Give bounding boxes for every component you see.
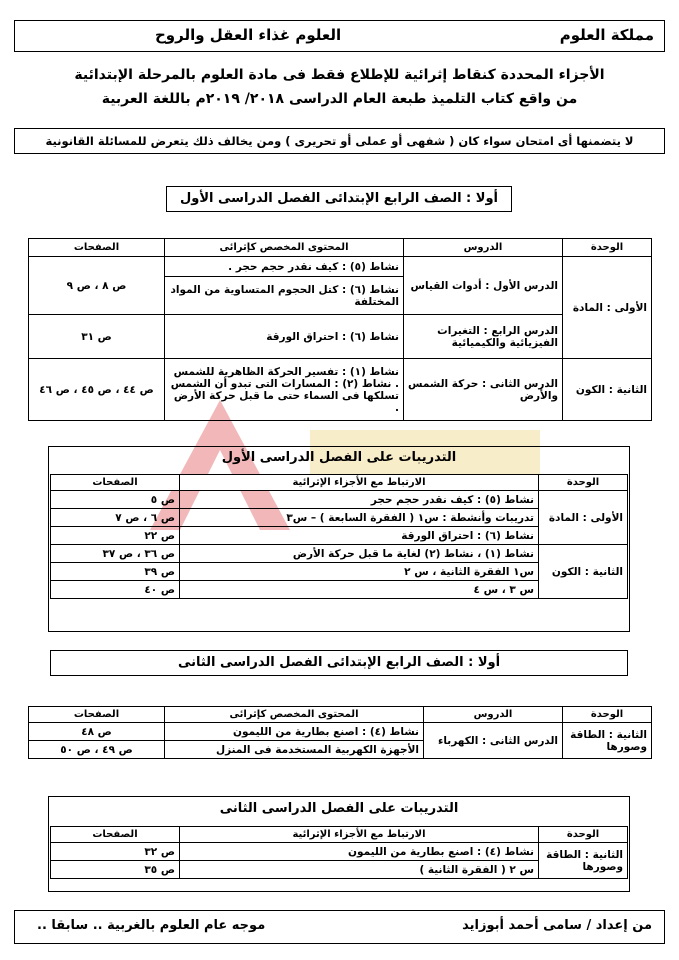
content-cell: نشاط (٦) : كتل الحجوم المتساوية من المواد المختلفة: [165, 277, 404, 315]
content-cell: نشاط (١) : تفسير الحركة الظاهرية للشمس . نشاط (٢) : المسارات التى تبدو أن الشمس تسلكها فى السماء حتى ما قبل حركة الأرض .: [165, 359, 404, 421]
content-cell: نشاط (٦) : احتراق الورقة: [165, 315, 404, 359]
unit-cell: الثانية : الكون: [563, 359, 652, 421]
lesson-cell: الدرس الثانى : الكهرباء: [424, 723, 563, 759]
link-cell: س١ الفقرة الثانية ، س ٢: [180, 563, 539, 581]
author-role: موجه عام العلوم بالغربية .. سابقا ..: [37, 918, 266, 933]
th-content: المحتوى المخصص كإثرائى: [165, 239, 404, 257]
exercises1-table: [50, 474, 628, 599]
unit-cell: الثانية : الكون: [539, 545, 628, 599]
link-cell: نشاط (٥) : كيف نقدر حجم حجر: [180, 491, 539, 509]
exercises2-title: التدريبات على الفصل الدراسى الثانى: [219, 801, 459, 816]
content-cell: الأجهزة الكهربية المستخدمة فى المنزل: [165, 741, 424, 759]
lesson-cell: الدرس الأول : أدوات القياس: [404, 257, 563, 315]
link-cell: نشاط (٦) : احتراق الورقة: [180, 527, 539, 545]
term2-title: أولا : الصف الرابع الإبتدائى الفصل الدراسى الثانى: [50, 650, 628, 676]
link-cell: تدريبات وأنشطة : س١ ( الفقرة السابعة ) – س٣: [180, 509, 539, 527]
pages-cell: ص ٣٢: [51, 843, 180, 861]
link-cell: نشاط (١) ، نشاط (٢) لغاية ما قبل حركة الأرض: [180, 545, 539, 563]
th-pages: الصفحات: [51, 475, 180, 491]
link-cell: س ٢ ( الفقرة الثانية ): [180, 861, 539, 879]
content-cell: نشاط (٥) : كيف نقدر حجم حجر .: [165, 257, 404, 277]
unit-cell: الأولى : المادة: [539, 491, 628, 545]
th-lessons: الدروس: [424, 707, 563, 723]
pages-cell: ص ٣٥: [51, 861, 180, 879]
th-pages: الصفحات: [29, 239, 165, 257]
pages-cell: ص ٣٩: [51, 563, 180, 581]
pages-cell: ص ٤٩ ، ص ٥٠: [29, 741, 165, 759]
th-link: الارتباط مع الأجزاء الإثرائية: [180, 827, 539, 843]
intro-line-2: من واقع كتاب التلميذ طبعة العام الدراسى ٢٠١٨/ ٢٠١٩م باللغة العربية: [101, 91, 578, 107]
pages-cell: ص ٣١: [29, 315, 165, 359]
th-lessons: الدروس: [404, 239, 563, 257]
link-cell: س ٣ ، س ٤: [180, 581, 539, 599]
th-unit: الوحدة: [563, 707, 652, 723]
pages-cell: ص ٤٤ ، ص ٤٥ ، ص ٤٦: [29, 359, 165, 421]
kingdom-title: مملكة العلوم: [559, 26, 654, 44]
pages-cell: ص ٥: [51, 491, 180, 509]
pages-cell: ص ٢٢: [51, 527, 180, 545]
unit-cell: الثانية : الطاقة وصورها: [563, 723, 652, 759]
th-unit: الوحدة: [539, 475, 628, 491]
pages-cell: ص ٦ ، ص ٧: [51, 509, 180, 527]
th-link: الارتباط مع الأجزاء الإثرائية: [180, 475, 539, 491]
legal-notice: لا يتضمنها أى امتحان سواء كان ( شفهى أو عملى أو تحريرى ) ومن يخالف ذلك يتعرض للمسائلة القانونية: [14, 128, 665, 154]
pages-cell: ص ٤٠: [51, 581, 180, 599]
intro-line-1: الأجزاء المحددة كنقاط إثرائية للإطلاع فقط فى مادة العلوم بالمرحلة الإبتدائية: [74, 67, 605, 83]
content-cell: نشاط (٤) : اصنع بطارية من الليمون: [165, 723, 424, 741]
footer-bar: [14, 910, 665, 944]
unit-cell: الأولى : المادة: [563, 257, 652, 359]
th-unit: الوحدة: [563, 239, 652, 257]
lesson-cell: الدرس الثانى : حركة الشمس والأرض: [404, 359, 563, 421]
th-unit: الوحدة: [539, 827, 628, 843]
pages-cell: ص ٨ ، ص ٩: [29, 257, 165, 315]
slogan: العلوم غذاء العقل والروح: [155, 26, 342, 44]
header-bar: [14, 20, 665, 52]
exercises2-table: [50, 826, 628, 879]
term1-title: أولا : الصف الرابع الإبتدائى الفصل الدراسى الأول: [166, 186, 512, 212]
author: من إعداد / سامى أحمد أبوزايد: [462, 918, 652, 933]
link-cell: نشاط (٤) : اصنع بطارية من الليمون: [180, 843, 539, 861]
lesson-cell: الدرس الرابع : التغيرات الفيزيائية والكيميائية: [404, 315, 563, 359]
th-pages: الصفحات: [29, 707, 165, 723]
pages-cell: ص ٤٨: [29, 723, 165, 741]
term1-table: [28, 238, 652, 421]
th-content: المحتوى المخصص كإثرائى: [165, 707, 424, 723]
th-pages: الصفحات: [51, 827, 180, 843]
term2-table: [28, 706, 652, 759]
exercises1-title: التدريبات على الفصل الدراسى الأول: [221, 450, 457, 465]
unit-cell: الثانية : الطاقة وصورها: [539, 843, 628, 879]
pages-cell: ص ٣٦ ، ص ٣٧: [51, 545, 180, 563]
